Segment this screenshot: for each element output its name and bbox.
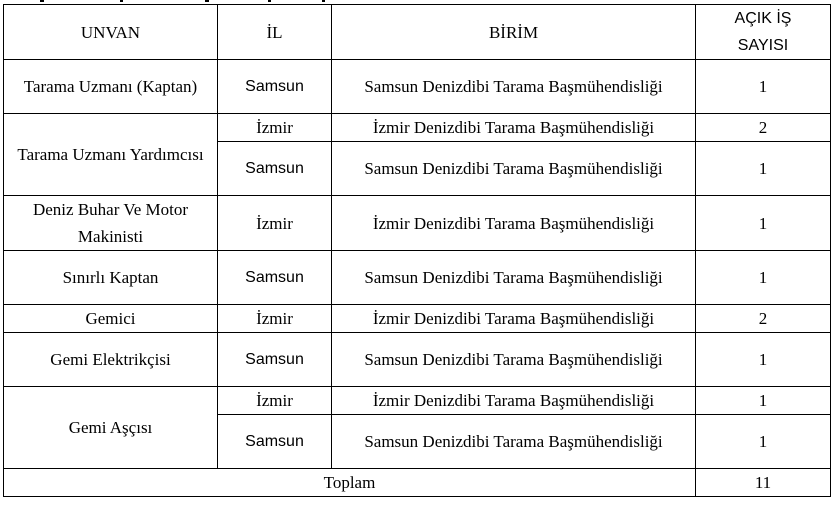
- cell-il: Samsun: [218, 333, 332, 387]
- cell-birim: Samsun Denizdibi Tarama Başmühendisliği: [332, 333, 696, 387]
- header-row: [4, 5, 831, 60]
- cell-sayi: 2: [696, 305, 831, 333]
- cell-birim: Samsun Denizdibi Tarama Başmühendisliği: [332, 251, 696, 305]
- cell-il: İzmir: [218, 114, 332, 142]
- cell-unvan: Gemi Elektrikçisi: [4, 333, 218, 387]
- cell-il: İzmir: [218, 305, 332, 333]
- header-il: İL: [218, 5, 332, 60]
- cell-unvan: Gemici: [4, 305, 218, 333]
- cell-birim: Samsun Denizdibi Tarama Başmühendisliği: [332, 415, 696, 469]
- table-row: [4, 114, 831, 142]
- header-acik-is-line2: SAYISI: [737, 37, 789, 54]
- cell-il: Samsun: [218, 415, 332, 469]
- cell-il: Samsun: [218, 251, 332, 305]
- table-row: [4, 387, 831, 415]
- header-acik-is-sayisi: [696, 5, 831, 60]
- cell-sayi: 1: [696, 196, 831, 251]
- cell-sayi: 1: [696, 60, 831, 114]
- table-row: [4, 251, 831, 305]
- cell-unvan: Tarama Uzmanı (Kaptan): [4, 60, 218, 114]
- cell-il: Samsun: [218, 142, 332, 196]
- cell-sayi: 2: [696, 114, 831, 142]
- cell-il: İzmir: [218, 196, 332, 251]
- cell-unvan: Gemi Aşçısı: [4, 387, 218, 469]
- table-row: [4, 196, 831, 251]
- cell-sayi: 1: [696, 387, 831, 415]
- cell-il: İzmir: [218, 387, 332, 415]
- header-birim: BİRİM: [332, 5, 696, 60]
- cell-unvan: Tarama Uzmanı Yardımcısı: [4, 114, 218, 196]
- header-unvan: UNVAN: [4, 5, 218, 60]
- table-row: [4, 60, 831, 114]
- total-value: 11: [696, 469, 831, 497]
- rule-mark: [322, 0, 325, 2]
- rule-mark: [205, 0, 209, 2]
- cell-birim: İzmir Denizdibi Tarama Başmühendisliği: [332, 387, 696, 415]
- total-label: Toplam: [4, 469, 696, 497]
- cell-unvan: Sınırlı Kaptan: [4, 251, 218, 305]
- cell-sayi: 1: [696, 415, 831, 469]
- cell-birim: Samsun Denizdibi Tarama Başmühendisliği: [332, 142, 696, 196]
- cell-sayi: 1: [696, 251, 831, 305]
- header-acik-is-line1: AÇIK İŞ: [734, 10, 792, 27]
- cell-birim: İzmir Denizdibi Tarama Başmühendisliği: [332, 196, 696, 251]
- rule-mark: [120, 0, 123, 2]
- rule-mark: [268, 0, 271, 2]
- job-openings-table: [3, 4, 831, 497]
- total-row: [4, 469, 831, 497]
- cell-birim: Samsun Denizdibi Tarama Başmühendisliği: [332, 60, 696, 114]
- rule-mark: [40, 0, 44, 2]
- cell-birim: İzmir Denizdibi Tarama Başmühendisliği: [332, 305, 696, 333]
- cell-unvan: Deniz Buhar Ve Motor Makinisti: [4, 196, 218, 251]
- cell-il: Samsun: [218, 60, 332, 114]
- table-row: [4, 333, 831, 387]
- table-row: [4, 305, 831, 333]
- cell-sayi: 1: [696, 333, 831, 387]
- cell-sayi: 1: [696, 142, 831, 196]
- cell-birim: İzmir Denizdibi Tarama Başmühendisliği: [332, 114, 696, 142]
